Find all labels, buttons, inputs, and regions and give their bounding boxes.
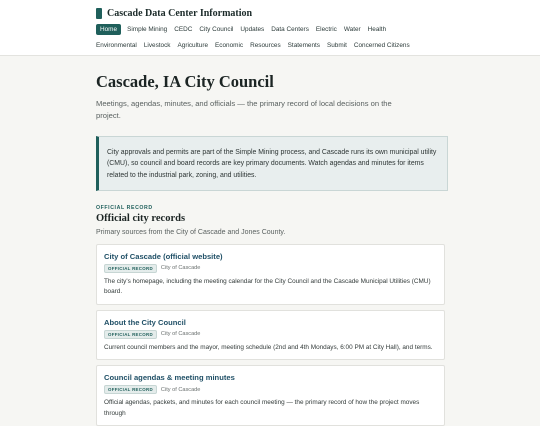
record-card	[96, 310, 445, 361]
nav-item-health[interactable]: Health	[367, 26, 387, 33]
record-source: City of Cascade	[160, 331, 201, 338]
nav-item-updates[interactable]: Updates	[240, 26, 265, 33]
record-card-meta	[104, 385, 437, 394]
nav-item-economic[interactable]: Economic	[215, 42, 244, 49]
info-callout: City approvals and permits are part of the Simple Mining process, and Cascade runs its own municipal utility (CMU), so council and board records are key primary documents. Watch agendas and minutes for items related to the industrial park, zoning, and utilities.	[96, 136, 448, 191]
main-content	[0, 72, 540, 426]
record-card	[96, 244, 445, 305]
section-eyebrow: OFFICIAL RECORD	[96, 204, 153, 211]
nav-row-primary	[96, 23, 540, 36]
record-card-title-link[interactable]: Council agendas & meeting minutes	[104, 373, 235, 383]
section-subtitle: Primary sources from the City of Cascade and Jones County.	[96, 228, 286, 236]
nav-item-resources[interactable]: Resources	[250, 42, 281, 49]
record-card	[96, 365, 445, 426]
record-source: City of Cascade	[160, 386, 201, 393]
record-card-title-link[interactable]: About the City Council	[104, 317, 186, 327]
record-card-description: Current council members and the mayor, meeting schedule (2nd and 4th Mondays, 6:00 PM at City Hall), and terms.	[104, 343, 433, 351]
nav-item-cedc[interactable]: CEDC	[174, 26, 193, 33]
record-card-title-link[interactable]: City of Cascade (official website)	[104, 251, 223, 261]
brand[interactable]	[96, 6, 540, 20]
nav-item-electric[interactable]: Electric	[315, 26, 337, 33]
page-subtitle: Meetings, agendas, minutes, and officials — the primary record of local decisions on the project.	[96, 99, 392, 120]
record-card-description: Official agendas, packets, and minutes for each council meeting — the primary record of how the project moves through	[104, 399, 420, 417]
nav-item-simple-mining[interactable]: Simple Mining	[127, 26, 168, 33]
brand-logo-icon	[96, 8, 102, 19]
nav-item-home[interactable]: Home	[96, 24, 121, 35]
record-source: City of Cascade	[160, 265, 201, 272]
record-card-meta	[104, 264, 437, 273]
status-badge: OFFICIAL RECORD	[104, 385, 157, 394]
nav-item-city-council[interactable]: City Council	[199, 26, 234, 33]
status-badge: OFFICIAL RECORD	[104, 330, 157, 339]
nav-item-water[interactable]: Water	[343, 26, 361, 33]
nav-item-submit[interactable]: Submit	[326, 42, 347, 49]
site-header	[0, 0, 540, 56]
nav-item-concerned-citizens[interactable]: Concerned Citizens	[353, 42, 410, 49]
nav-row-secondary	[96, 39, 540, 52]
page-title: Cascade, IA City Council	[96, 72, 274, 91]
nav-item-statements[interactable]: Statements	[287, 42, 320, 49]
site-name: Cascade Data Center Information	[107, 7, 253, 19]
record-card-description: The city's homepage, including the meeting calendar for the City Council and the Cascade Municipal Utilities (CMU) board.	[104, 277, 431, 296]
record-card-meta	[104, 330, 437, 339]
section-title: Official city records	[96, 212, 186, 224]
status-badge: OFFICIAL RECORD	[104, 264, 157, 273]
nav-item-livestock[interactable]: Livestock	[143, 42, 171, 49]
nav-item-agriculture[interactable]: Agriculture	[177, 42, 209, 49]
nav-item-environmental[interactable]: Environmental	[96, 42, 137, 49]
nav-item-data-centers[interactable]: Data Centers	[271, 26, 309, 33]
